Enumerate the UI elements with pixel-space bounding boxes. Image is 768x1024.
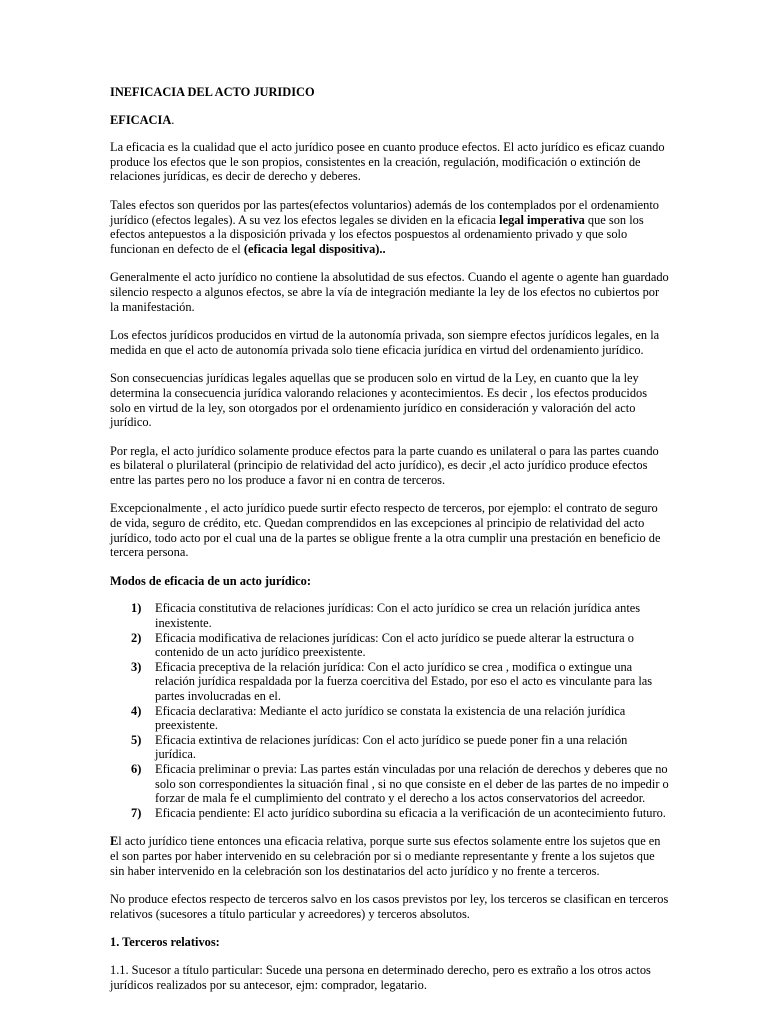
section-heading-terceros-relativos: 1. Terceros relativos: bbox=[110, 935, 220, 950]
paragraph-8 bbox=[110, 834, 670, 878]
list-item-number: 3) bbox=[131, 659, 142, 674]
list-item-text: Eficacia preceptiva de la relación jurídica: Con el acto jurídico se crea , modifica o extingue una relación jurídica respaldada por la fuerza coercitiva del Estado, por eso el acto es vinculante para las partes involucradas en el. bbox=[155, 659, 653, 703]
list-item-text: Eficacia constitutiva de relaciones jurídicas: Con el acto jurídico se crea un relación jurídica antes inexistente. bbox=[155, 601, 641, 631]
paragraph-2-part2: que son los efectos antepuestos a la disposición privada y los efectos pospuestos al ordenamiento privado y que solo funcionan en defecto de el bbox=[110, 212, 644, 256]
modes-list bbox=[110, 601, 670, 820]
list-item-number: 2) bbox=[131, 630, 142, 645]
list-item bbox=[110, 733, 670, 762]
paragraph-8-first-letter: E bbox=[110, 834, 119, 849]
paragraph-1: La eficacia es la cualidad que el acto jurídico posee en cuanto produce efectos. El acto jurídico es eficaz cuando produce los efectos que le son propios, consistentes en la creación, regulación, modificación o extinción de relaciones jurídicas, es decir de derecho y deberes. bbox=[110, 140, 665, 184]
list-item bbox=[110, 704, 670, 733]
paragraph-2 bbox=[110, 198, 670, 256]
list-item bbox=[110, 631, 670, 660]
document-title: INEFICACIA DEL ACTO JURIDICO bbox=[110, 85, 315, 99]
list-item-number: 1) bbox=[131, 601, 142, 616]
list-item-number: 4) bbox=[131, 703, 142, 718]
paragraph-2-bold2: (eficacia legal dispositiva).. bbox=[243, 241, 386, 256]
paragraph-9: No produce efectos respecto de terceros salvo en los casos previstos por ley, los terceros se clasifican en terceros relativos (sucesores a título particular y acreedores) y terceros absolutos. bbox=[110, 892, 669, 921]
section-heading-suffix: . bbox=[171, 112, 175, 127]
section-heading-eficacia bbox=[110, 113, 670, 128]
list-item-text: Eficacia modificativa de relaciones jurídicas: Con el acto jurídico se puede alterar la estructura o contenido de un acto jurídico preexistente. bbox=[155, 630, 634, 660]
list-item-number: 7) bbox=[131, 805, 142, 820]
modes-heading: Modos de eficacia de un acto jurídico: bbox=[110, 573, 311, 588]
list-item-text: Eficacia pendiente: El acto jurídico subordina su eficacia a la verificación de un acontecimiento futuro. bbox=[155, 805, 666, 820]
paragraph-7: Excepcionalmente , el acto jurídico puede surtir efecto respecto de terceros, por ejemplo: el contrato de seguro de vida, seguro de crédito, etc. Quedan comprendidos en las excepciones al principio de relatividad del acto jurídico, todo acto por el cual una de la partes se obligue frente a la otra cumplir una prestación en beneficio de tercera persona. bbox=[110, 501, 661, 560]
list-item bbox=[110, 601, 670, 630]
paragraph-8-text: l acto jurídico tiene entonces una eficacia relativa, porque surte sus efectos solamente entre los sujetos que en el son partes por haber intervenido en su celebración por si o mediante representante y frente a los sujetos que sin haber intervenido en la celebración son los destinatarios del acto jurídico y no frente a terceros. bbox=[110, 834, 661, 878]
paragraph-6: Por regla, el acto jurídico solamente produce efectos para la parte cuando es unilateral o para las partes cuando es bilateral o plurilateral (principio de relatividad del acto jurídico), es decir ,el acto jurídico produce efectos entre las partes pero no los produce a favor ni en contra de terceros. bbox=[110, 443, 659, 487]
list-item bbox=[110, 660, 670, 704]
list-item-number: 6) bbox=[131, 761, 142, 776]
paragraph-2-bold1: legal imperativa bbox=[499, 212, 585, 227]
list-item-number: 5) bbox=[131, 732, 142, 747]
paragraph-4: Los efectos jurídicos producidos en virtud de la autonomía privada, son siempre efectos jurídicos legales, en la medida en que el acto de autonomía privada solo tiene eficacia jurídica en virtud del ordenamiento jurídico. bbox=[110, 328, 660, 357]
list-item-text: Eficacia preliminar o previa: Las partes están vinculadas por una relación de derechos y deberes que no solo son correspondientes la situación final , si no que consiste en el deber de las partes de no impedir o forzar de mala fe el cumplimiento del contrato y el derecho a los actos conservatorios del acreedor. bbox=[155, 761, 669, 806]
section-heading-text: EFICACIA bbox=[110, 112, 172, 127]
list-item-text: Eficacia extintiva de relaciones jurídicas: Con el acto jurídico se puede poner fin a una relación jurídica. bbox=[155, 732, 628, 762]
list-item bbox=[110, 762, 670, 806]
document-body bbox=[110, 85, 670, 1006]
paragraph-10: 1.1. Sucesor a título particular: Sucede una persona en determinado derecho, pero es extraño a los otros actos jurídicos realizados por su antecesor, ejm: comprador, legatario. bbox=[110, 962, 651, 992]
paragraph-5: Son consecuencias jurídicas legales aquellas que se producen solo en virtud de la Ley, en cuanto que la ley determina la consecuencia jurídica valorando relaciones y acontecimientos. Es decir , los efectos producidos solo en virtud de la ley, son otorgados por el ordenamiento jurídico en consideración y valoración del acto jurídico. bbox=[110, 371, 648, 430]
list-item bbox=[110, 806, 670, 821]
list-item-text: Eficacia declarativa: Mediante el acto jurídico se constata la existencia de una relación jurídica preexistente. bbox=[155, 703, 626, 733]
paragraph-3: Generalmente el acto jurídico no contiene la absolutidad de sus efectos. Cuando el agente o agente han guardado silencio respecto a algunos efectos, se abre la vía de integración mediante la ley de los efectos no cubiertos por la manifestación. bbox=[110, 270, 669, 314]
paragraph-2-part1: Tales efectos son queridos por las partes(efectos voluntarios) además de los contemplados por el ordenamiento jurídico (efectos legales). A su vez los efectos legales se dividen en la eficacia bbox=[110, 197, 659, 227]
